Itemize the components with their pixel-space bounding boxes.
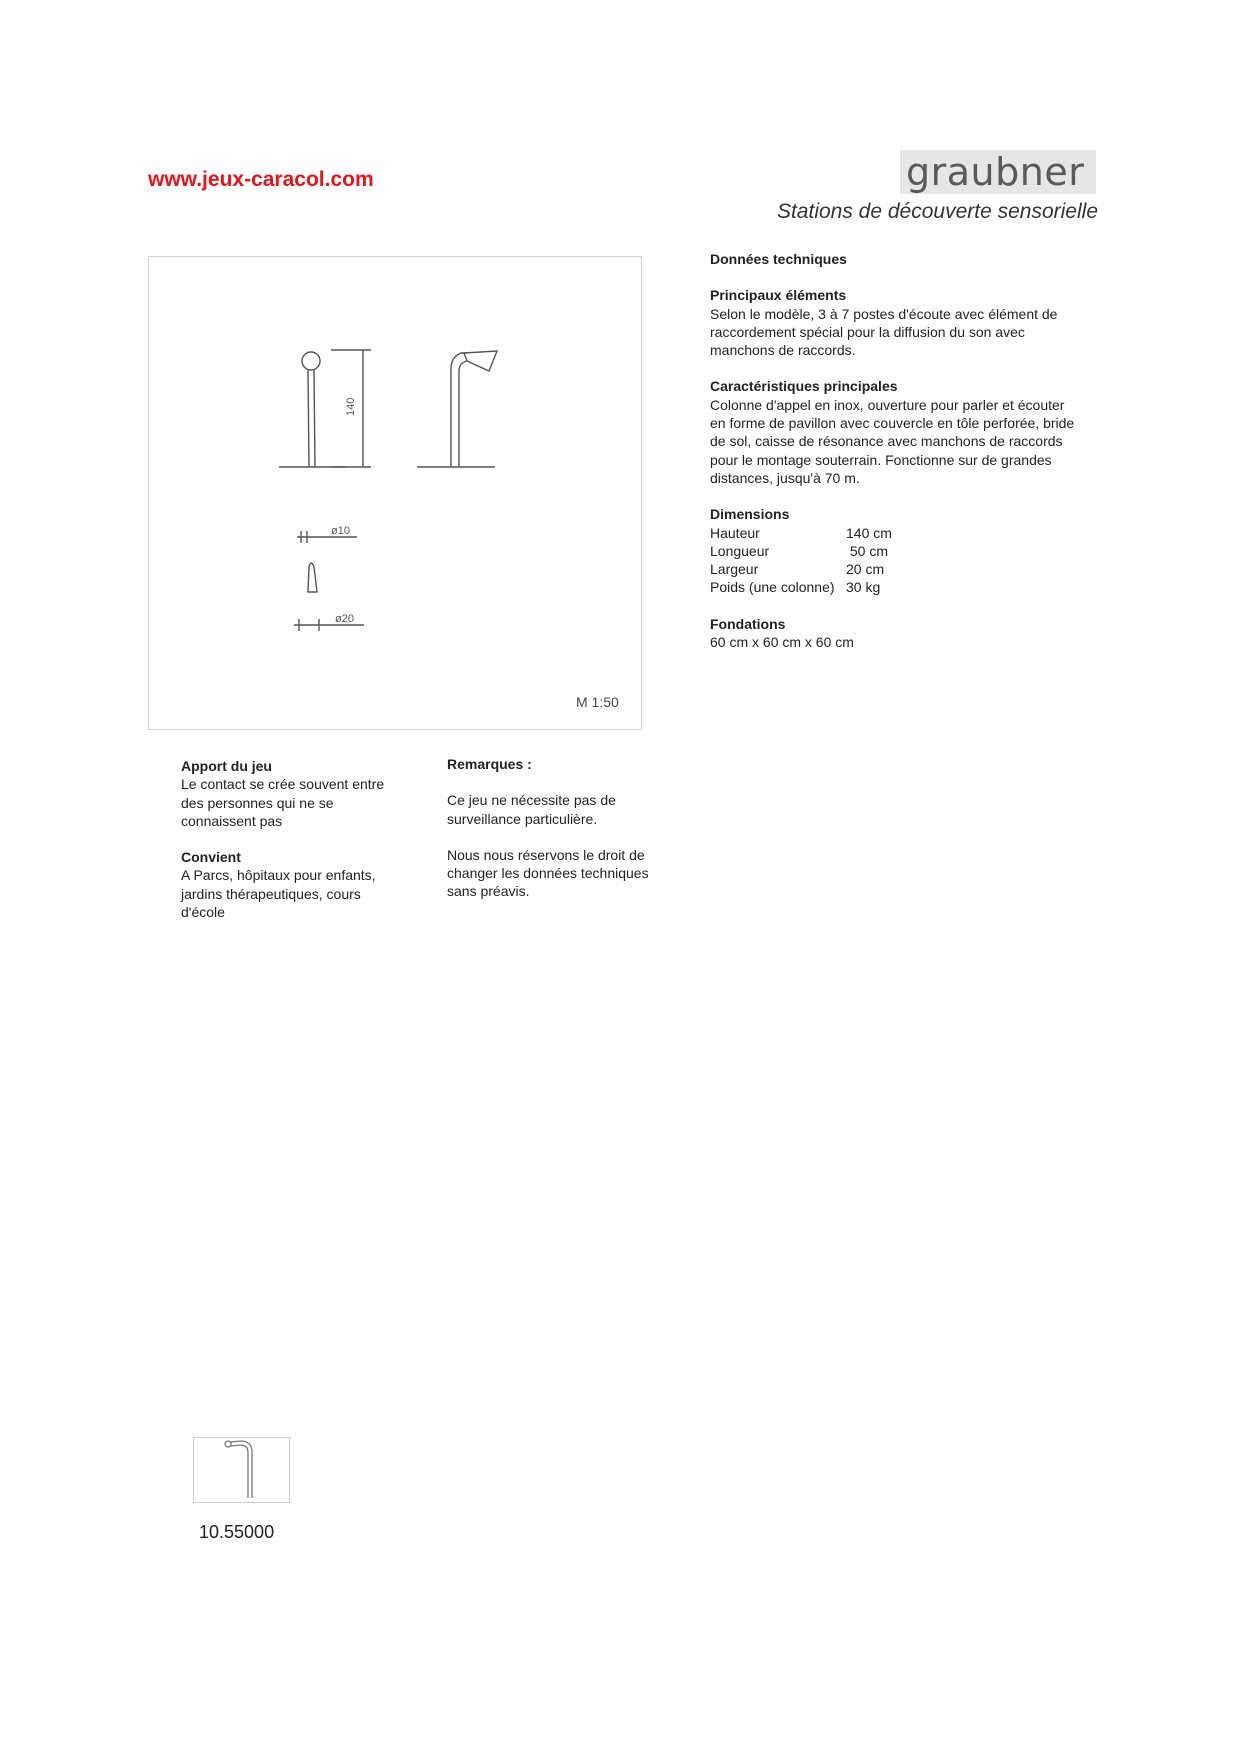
dimension-row	[710, 560, 1110, 578]
product-title: Stations de découverte sensorielle	[776, 200, 1098, 223]
column-head-front	[302, 352, 320, 370]
site-url[interactable]: www.jeux-caracol.com	[148, 168, 374, 191]
suits-line: A Parcs, hôpitaux pour enfants,	[181, 867, 376, 884]
features-line: pour le montage souterrain. Fonctionne sur de grandes	[710, 451, 1052, 468]
suits-line: jardins thérapeutiques, cours	[181, 885, 361, 902]
elements-heading: Principaux éléments	[710, 287, 847, 304]
diameter-small-label: ø10	[331, 525, 350, 537]
dimension-row	[710, 578, 1110, 596]
dimensions-heading: Dimensions	[710, 506, 790, 523]
benefit-line: connaissent pas	[181, 812, 283, 829]
benefit-column	[181, 757, 411, 921]
suits-heading: Convient	[181, 849, 241, 866]
product-reference: 10.55000	[199, 1522, 275, 1542]
dimension-value: 20 cm	[846, 561, 885, 578]
thumb-head	[225, 1441, 231, 1447]
features-line: distances, jusqu'à 70 m.	[710, 469, 860, 486]
suits-line: d'école	[181, 904, 225, 921]
dimension-value: 30 kg	[846, 579, 881, 596]
thumb-column-inner	[230, 1441, 252, 1498]
column-shaft-right	[314, 370, 315, 467]
remarks-column	[447, 755, 677, 901]
dimension-label: Largeur	[710, 561, 759, 578]
dimension-label: Poids (une colonne)	[710, 579, 835, 596]
bell-part	[308, 563, 317, 592]
height-dimension-label: 140	[345, 397, 357, 416]
foundations-heading: Fondations	[710, 615, 786, 632]
scale-label: M 1:50	[576, 694, 619, 710]
elements-line: Selon le modèle, 3 à 7 postes d'écoute avec élément de	[710, 305, 1058, 322]
horn-side	[464, 351, 497, 371]
dimension-label: Longueur	[710, 542, 770, 559]
elements-line: manchons de raccords.	[710, 342, 856, 359]
features-line: en forme de pavillon avec couvercle en tôle perforée, bride	[710, 415, 1075, 432]
dimension-row	[710, 542, 1110, 560]
column-side-right	[459, 361, 467, 467]
product-thumbnail	[193, 1437, 290, 1503]
thumb-column-outer	[230, 1445, 248, 1498]
remarks-heading: Remarques :	[447, 756, 532, 772]
drawing-svg	[149, 257, 643, 731]
features-heading: Caractéristiques principales	[710, 378, 898, 395]
technical-specs	[710, 250, 1110, 651]
technical-drawing	[148, 256, 642, 730]
benefit-line: Le contact se crée souvent entre	[181, 776, 385, 793]
specs-title: Données techniques	[710, 251, 847, 267]
features-line: de sol, caisse de résonance avec manchons de raccords	[710, 433, 1063, 450]
diameter-large-label: ø20	[335, 613, 354, 625]
remark-line: sans préavis.	[447, 883, 530, 900]
elements-line: raccordement spécial pour la diffusion du son avec	[710, 323, 1025, 340]
column-shaft-left	[308, 370, 309, 467]
foundations-value: 60 cm x 60 cm x 60 cm	[710, 634, 854, 651]
dimension-value: 140 cm	[846, 524, 892, 541]
remark-line: changer les données techniques	[447, 865, 649, 882]
benefit-heading: Apport du jeu	[181, 758, 272, 774]
dimension-label: Hauteur	[710, 524, 760, 541]
brand-logo: graubner	[900, 150, 1096, 194]
thumbnail-svg	[194, 1438, 288, 1501]
features-line: Colonne d'appel en inox, ouverture pour parler et écouter	[710, 396, 1065, 413]
dimension-row	[710, 524, 1110, 542]
dimension-value: 50 cm	[846, 542, 889, 559]
remark-line: Ce jeu ne nécessite pas de	[447, 792, 616, 809]
benefit-line: des personnes qui ne se	[181, 794, 334, 811]
remark-line: surveillance particulière.	[447, 810, 598, 827]
remark-line: Nous nous réservons le droit de	[447, 846, 645, 863]
